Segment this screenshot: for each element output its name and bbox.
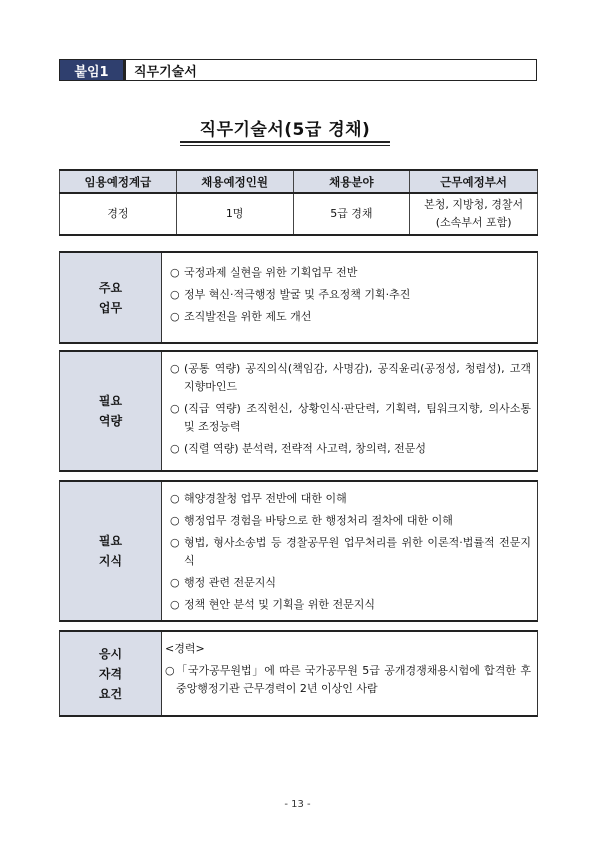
list-item: ○ 국정과제 실현을 위한 기획업무 전반 — [170, 264, 531, 282]
section-head-line: 요건 — [98, 686, 123, 701]
section-qualification — [59, 630, 538, 717]
attachment-badge: 붙임1 — [60, 60, 126, 80]
section-competencies — [59, 350, 538, 472]
header-rank: 임용예정계급 — [60, 170, 177, 193]
section-head-line: 지식 — [98, 554, 123, 568]
bullet-icon: ○ — [170, 492, 180, 505]
section-head-line: 필요 — [98, 394, 123, 408]
section-body-duties — [162, 253, 537, 342]
title-underline-thin — [180, 145, 390, 146]
qualification-label: <경력> — [165, 642, 205, 655]
list-item: ○ 「국가공무원법」에 따른 국가공무원 5급 공개경쟁채용시험에 합격한 후 중앙행정기관 근무경력이 2년 이상인 사람 — [165, 662, 531, 698]
position-summary-table — [59, 169, 538, 236]
section-knowledge — [59, 480, 538, 622]
header-field: 채용분야 — [293, 170, 410, 193]
list-item: ○ 정부 혁신·적극행정 발굴 및 주요정책 기획·추진 — [170, 286, 531, 304]
list-item: ○ 행정업무 경험을 바탕으로 한 행정처리 절차에 대한 이해 — [170, 512, 531, 530]
bullet-icon: ○ — [170, 598, 180, 611]
section-head-competencies — [60, 352, 162, 470]
list-item: ○ 정책 현안 분석 및 기획을 위한 전문지식 — [170, 596, 531, 614]
department-line-2: (소속부서 포함) — [435, 216, 512, 229]
cell-rank: 경정 — [60, 193, 177, 235]
bullet-icon: ○ — [170, 514, 180, 527]
document-title: 직무기술서(5급 경채) — [199, 120, 371, 140]
bullet-icon: ○ — [170, 310, 180, 323]
header-department: 근무예정부서 — [410, 170, 538, 193]
section-main-duties — [59, 251, 538, 344]
attachment-title: 직무기술서 — [134, 64, 197, 80]
cell-field: 5급 경채 — [293, 193, 410, 235]
bullet-icon: ○ — [170, 442, 180, 455]
department-line-1: 본청, 지방청, 경찰서 — [424, 198, 524, 211]
section-head-line: 자격 — [98, 666, 123, 681]
list-item: ○ (직급 역량) 조직헌신, 상황인식·판단력, 기획력, 팀워크지향, 의사소통 및 조정능력 — [170, 400, 531, 436]
section-body-competencies — [162, 352, 537, 470]
bullet-icon: ○ — [170, 266, 180, 279]
section-head-duties — [60, 253, 162, 342]
section-body-qualification — [162, 632, 537, 715]
list-item: ○ 행정 관련 전문지식 — [170, 574, 531, 592]
attachment-header — [59, 59, 537, 81]
bullet-icon: ○ — [170, 288, 180, 301]
bullet-icon: ○ — [170, 576, 180, 589]
bullet-icon: ○ — [165, 664, 175, 677]
section-head-qualification — [60, 632, 162, 715]
list-item: ○ (공통 역량) 공직의식(책임감, 사명감), 공직윤리(공정성, 청렴성), 고객지향마인드 — [170, 360, 531, 396]
section-head-knowledge — [60, 482, 162, 620]
section-head-line: 응시 — [98, 646, 123, 661]
section-body-knowledge — [162, 482, 537, 620]
section-head-line: 필요 — [98, 534, 123, 548]
list-item: ○ 조직발전을 위한 제도 개선 — [170, 308, 531, 326]
title-underline — [180, 141, 390, 143]
section-head-line: 주요 — [98, 280, 123, 295]
bullet-icon: ○ — [170, 536, 180, 549]
list-item: ○ (직렬 역량) 분석력, 전략적 사고력, 창의력, 전문성 — [170, 440, 531, 458]
cell-department — [410, 193, 538, 235]
header-headcount: 채용예정인원 — [176, 170, 293, 193]
table-header-row — [60, 170, 538, 193]
table-row — [60, 193, 538, 235]
section-head-line: 업무 — [98, 300, 123, 315]
cell-headcount: 1명 — [176, 193, 293, 235]
section-head-line: 역량 — [98, 414, 123, 428]
page-number: - 13 - — [284, 799, 311, 810]
bullet-icon: ○ — [170, 402, 180, 415]
bullet-icon: ○ — [170, 362, 180, 375]
list-item: ○ 해양경찰청 업무 전반에 대한 이해 — [170, 490, 531, 508]
list-item: ○ 형법, 형사소송법 등 경찰공무원 업무처리를 위한 이론적·법률적 전문지식 — [170, 534, 531, 570]
